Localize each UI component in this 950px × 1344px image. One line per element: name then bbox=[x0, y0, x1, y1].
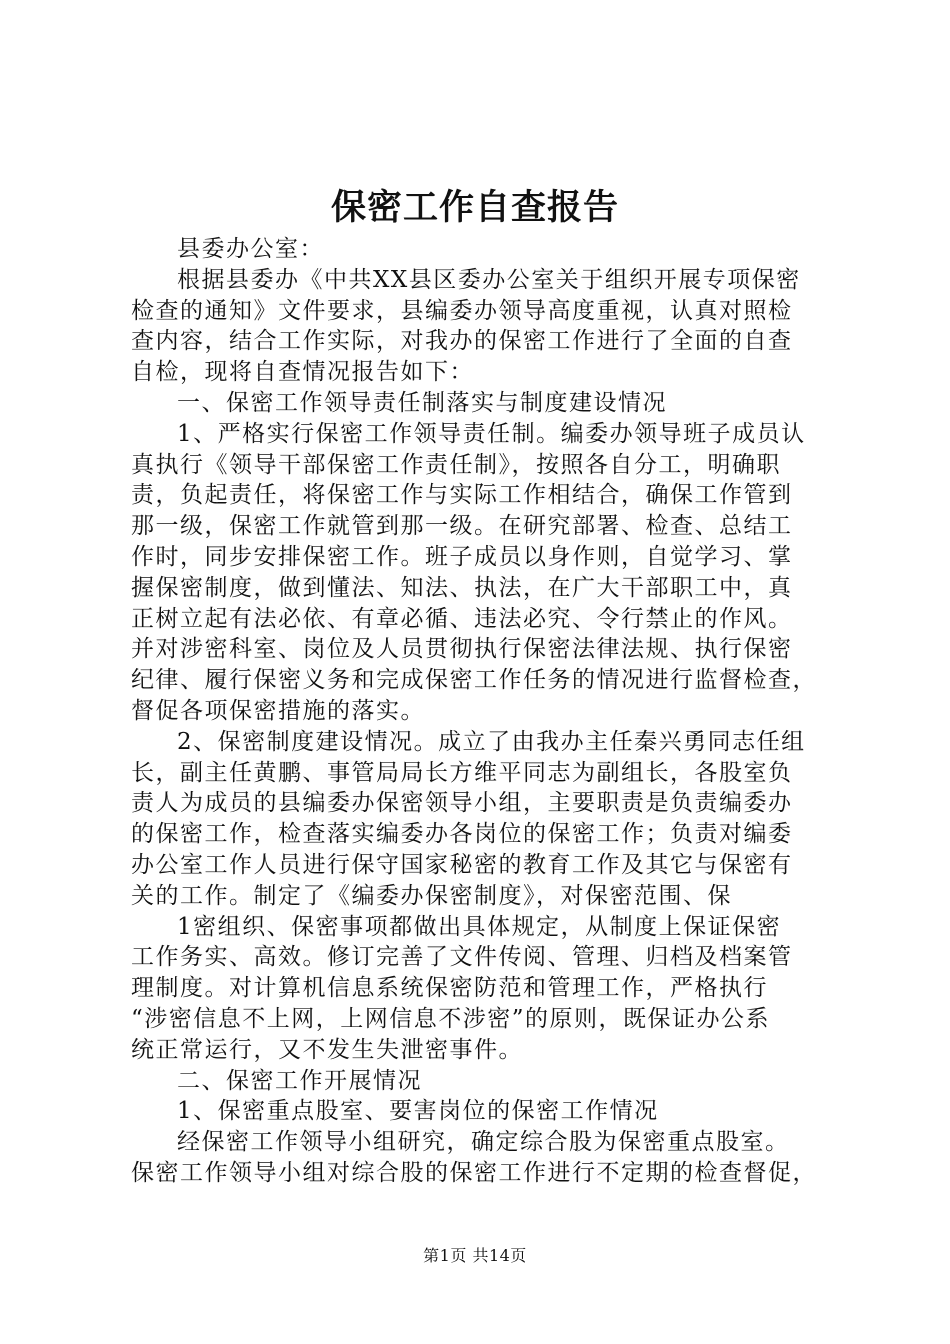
body-line: “涉密信息不上网，上网信息不涉密”的原则，既保证办公系 bbox=[131, 1005, 771, 1032]
body-line: 1密组织、保密事项都做出具体规定，从制度上保证保密 bbox=[177, 913, 782, 940]
body-line: 查内容，结合工作实际，对我办的保密工作进行了全面的自查 bbox=[131, 328, 793, 355]
body-line: 1、严格实行保密工作领导责任制。编委办领导班子成员认 bbox=[177, 420, 806, 447]
body-line: 经保密工作领导小组研究，确定综合股为保密重点股室。 bbox=[177, 1129, 790, 1156]
body-line: 1、保密重点股室、要害岗位的保密工作情况 bbox=[177, 1098, 659, 1125]
body-line: 督促各项保密措施的落实。 bbox=[131, 697, 425, 724]
body-line: 长，副主任黄鹏、事管局局长方维平同志为副组长，各股室负 bbox=[131, 759, 793, 786]
body-line: 关的工作。制定了《编委办保密制度》，对保密范围、保 bbox=[131, 882, 732, 909]
body-line: 的保密工作，检查落实编委办各岗位的保密工作；负责对编委 bbox=[131, 821, 793, 848]
body-line: 责人为成员的县编委办保密领导小组，主要职责是负责编委办 bbox=[131, 790, 793, 817]
body-line: 根据县委办《中共XX县区委办公室关于组织开展专项保密 bbox=[177, 266, 801, 293]
body-line: 自检，现将自查情况报告如下： bbox=[131, 359, 474, 386]
body-line: 一、保密工作领导责任制落实与制度建设情况 bbox=[177, 389, 667, 416]
body-line: 二、保密工作开展情况 bbox=[177, 1067, 422, 1094]
body-line: 理制度。对计算机信息系统保密防范和管理工作，严格执行 bbox=[131, 975, 768, 1002]
body-line: 正树立起有法必依、有章必循、违法必究、令行禁止的作风。 bbox=[131, 605, 793, 632]
body-line: 工作务实、高效。修订完善了文件传阅、管理、归档及档案管 bbox=[131, 944, 793, 971]
body-line: 那一级，保密工作就管到那一级。在研究部署、检查、总结工 bbox=[131, 513, 793, 540]
body-line: 办公室工作人员进行保守国家秘密的教育工作及其它与保密有 bbox=[131, 851, 793, 878]
body-line: 2、保密制度建设情况。成立了由我办主任秦兴勇同志任组 bbox=[177, 728, 806, 755]
body-line: 检查的通知》文件要求，县编委办领导高度重视，认真对照检 bbox=[131, 297, 793, 324]
body-line: 保密工作领导小组对综合股的保密工作进行不定期的检查督促， bbox=[131, 1159, 817, 1186]
body-line: 真执行《领导干部保密工作责任制》，按照各自分工，明确职 bbox=[131, 451, 781, 478]
body-line: 作时，同步安排保密工作。班子成员以身作则，自觉学习、掌 bbox=[131, 543, 793, 570]
body-line: 握保密制度，做到懂法、知法、执法，在广大干部职工中，真 bbox=[131, 574, 793, 601]
body-line: 纪律、履行保密义务和完成保密工作任务的情况进行监督检查， bbox=[131, 667, 817, 694]
document-body bbox=[131, 234, 831, 1189]
body-line: 统正常运行，又不发生失泄密事件。 bbox=[131, 1036, 523, 1063]
body-line: 并对涉密科室、岗位及人员贯彻执行保密法律法规、执行保密 bbox=[131, 636, 793, 663]
body-line: 责，负起责任，将保密工作与实际工作相结合，确保工作管到 bbox=[131, 482, 793, 509]
page-footer: 第1页 共14页 bbox=[423, 1246, 527, 1265]
body-line: 县委办公室： bbox=[177, 236, 324, 262]
document-title: 保密工作自查报告 bbox=[330, 187, 619, 228]
